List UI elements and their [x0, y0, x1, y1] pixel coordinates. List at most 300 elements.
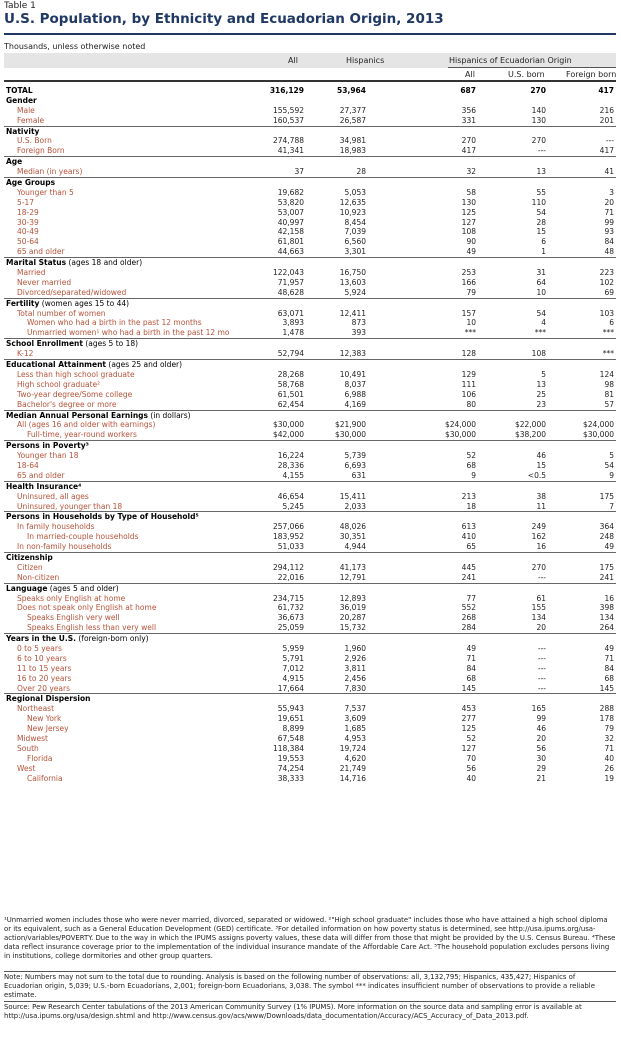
cell-value: 70	[466, 753, 476, 763]
row-label: Regional Dispersion	[6, 694, 91, 704]
cell-value: 28,268	[277, 369, 304, 379]
cell-value: 1	[541, 247, 546, 257]
cell-value: 145	[599, 683, 614, 693]
row-label: Married	[17, 268, 46, 278]
cell-value: 13	[536, 167, 546, 177]
row-label: Years in the U.S. (foreign-born only)	[6, 634, 149, 644]
cell-value: 99	[604, 217, 614, 227]
cell-value: 71	[604, 653, 614, 663]
cell-value: 16,750	[339, 268, 366, 278]
cell-value: 49	[604, 542, 614, 552]
section-header	[4, 177, 616, 188]
section-header	[4, 298, 616, 309]
table-row	[4, 754, 616, 764]
row-label: 40-49	[17, 227, 39, 237]
table-row	[4, 318, 616, 328]
cell-value: 49	[466, 247, 476, 257]
cell-value: 241	[461, 572, 476, 582]
cell-value: 445	[461, 562, 476, 572]
table-row	[4, 349, 616, 359]
cell-value: 30,351	[339, 532, 366, 542]
cell-value: 58,768	[277, 379, 304, 389]
cell-value: 67,548	[277, 734, 304, 743]
cell-value: 7	[609, 501, 614, 511]
cell-value: 34,981	[339, 136, 366, 146]
cell-value: 5,053	[344, 187, 366, 197]
total-row	[4, 86, 616, 96]
row-label: Language (ages 5 and older)	[6, 583, 119, 593]
cell-value: 453	[461, 704, 476, 714]
cell-value: 21,749	[339, 763, 366, 773]
cell-value: 5,791	[282, 653, 304, 663]
cell-value: $24,000	[444, 420, 476, 430]
row-label: Health Insurance⁴	[6, 481, 82, 491]
cell-value: 4,155	[282, 470, 304, 480]
table-row	[4, 594, 616, 604]
cell-value: 36,019	[339, 603, 366, 613]
row-label: 50-64	[17, 237, 39, 247]
cell-value: 162	[531, 532, 546, 542]
cell-value: 294,112	[272, 562, 304, 572]
cell-value: 127	[461, 217, 476, 227]
cell-value: 37	[294, 167, 304, 177]
table-row	[4, 288, 616, 298]
cell-value: 270	[530, 86, 546, 95]
table-row	[4, 502, 616, 512]
table-row	[4, 542, 616, 552]
row-label: Less than high school graduate	[17, 369, 135, 379]
cell-value: 38,333	[277, 773, 304, 783]
cell-value: $30,000	[582, 430, 614, 440]
cell-value: 20	[536, 623, 546, 633]
cell-value: 248	[599, 532, 614, 542]
section-header	[4, 156, 616, 167]
cell-value: 331	[461, 115, 476, 125]
table-row	[4, 328, 616, 338]
table-row	[4, 644, 616, 654]
cell-value: 16,224	[277, 451, 304, 461]
row-label: 30-39	[17, 217, 39, 227]
cell-value: 1,478	[282, 328, 304, 338]
cell-value: 4	[541, 318, 546, 328]
table-row	[4, 237, 616, 247]
table-row	[4, 492, 616, 502]
cell-value: 19	[604, 773, 614, 783]
cell-value: 134	[599, 613, 614, 623]
table-row	[4, 390, 616, 400]
cell-value: 130	[461, 197, 476, 207]
cell-value: 110	[531, 197, 546, 207]
row-label: Northeast	[17, 704, 55, 714]
table-row	[4, 603, 616, 613]
cell-value: 25	[536, 389, 546, 399]
cell-value: 99	[536, 714, 546, 724]
title-rule	[4, 33, 616, 35]
cell-value: 253	[461, 268, 476, 278]
cell-value: 122,043	[272, 268, 304, 278]
cell-value: 48,628	[277, 287, 304, 297]
cell-value: 7,039	[344, 227, 366, 237]
cell-value: ---	[537, 683, 546, 693]
page-title: U.S. Population, by Ethnicity and Ecuadorian Origin, 2013	[4, 11, 444, 27]
cell-value: 393	[351, 328, 366, 338]
cell-value: 71,957	[277, 277, 304, 287]
table-row	[4, 684, 616, 694]
table-row	[4, 573, 616, 583]
cell-value: 3,301	[344, 247, 366, 257]
table-row	[4, 420, 616, 430]
cell-value: 124	[599, 369, 614, 379]
cell-value: 68	[466, 673, 476, 683]
table-row	[4, 188, 616, 198]
table-row	[4, 704, 616, 714]
cell-value: 5,959	[282, 643, 304, 653]
cell-value: 12,791	[339, 572, 366, 582]
cell-value: 155,592	[272, 105, 304, 115]
cell-value: 20,287	[339, 613, 366, 623]
cell-value: 52,794	[277, 349, 304, 359]
cell-value: 71	[604, 743, 614, 753]
cell-value: ---	[537, 653, 546, 663]
cell-value: 49	[604, 643, 614, 653]
col-header-us-born: U.S. born	[508, 70, 545, 79]
table-row	[4, 227, 616, 237]
cell-value: 32	[466, 167, 476, 177]
cell-value: 54	[536, 308, 546, 318]
cell-value: 364	[599, 522, 614, 532]
cell-value: 64	[536, 277, 546, 287]
section-header	[4, 126, 616, 137]
cell-value: 19,724	[339, 743, 366, 753]
row-label: Full-time, year-round workers	[27, 430, 137, 440]
row-label: Uninsured, all ages	[17, 491, 89, 501]
cell-value: 42,158	[277, 227, 304, 237]
row-label: 11 to 15 years	[17, 663, 72, 673]
cell-value: 249	[531, 522, 546, 532]
table-note: Note: Numbers may not sum to the total due to rounding. Analysis is based on the following number of observations: all, 3,132,795; Hispanics, 435,427; Hispanics of Ecuadorian origin, 5,039; U.S.-born Ecuadorians, 2,001; foreign-born Ecuadorians, 3,038. The symbol *** indicates insufficient number of observations to provide a reliable estimate.	[4, 973, 595, 999]
cell-value: 223	[599, 268, 614, 278]
cell-value: 216	[599, 105, 614, 115]
table-row	[4, 532, 616, 542]
cell-value: 40	[466, 773, 476, 783]
cell-value: 7,830	[344, 683, 366, 693]
cell-value: 6	[609, 318, 614, 328]
footnotes: ¹Unmarried women includes those who were never married, divorced, separated or widowed. ²"High school graduate" includes those who have attained a high school diploma or its equivalent, such as a General Education Development (GED) certificate. ³For detailed information on how poverty status is determined, see http://usa.ipums.org/usa-action/variables/POVERTY. Due to the way in which the IPUMS assigns poverty values, these data will differ from those that might be provided by the U.S. Census Bureau. ⁴These data reflect insurance coverage prior to the implementation of the individual insurance mandate of the Affordable Care Act. ⁵The household population excludes persons living in institutions, college dormitories and other group quarters.	[4, 916, 616, 960]
table-row	[4, 278, 616, 288]
cell-value: 356	[461, 105, 476, 115]
cell-value: 80	[466, 399, 476, 409]
row-label: Bachelor's degree or more	[17, 399, 117, 409]
cell-value: $21,900	[334, 420, 366, 430]
cell-value: 274,788	[272, 136, 304, 146]
table-row	[4, 116, 616, 126]
cell-value: 61,732	[277, 603, 304, 613]
cell-value: 5,924	[344, 287, 366, 297]
cell-value: 79	[466, 287, 476, 297]
row-label: New York	[27, 714, 62, 724]
cell-value: 18,983	[339, 146, 366, 156]
cell-value: 38	[536, 491, 546, 501]
row-label: High school graduate²	[17, 379, 101, 389]
cell-value: 6	[541, 237, 546, 247]
cell-value: 201	[599, 115, 614, 125]
cell-value: 55	[536, 187, 546, 197]
cell-value: 25,059	[277, 623, 304, 633]
cell-value: 32	[604, 734, 614, 743]
cell-value: ---	[537, 643, 546, 653]
cell-value: 21	[536, 773, 546, 783]
row-label: Nativity	[6, 126, 40, 136]
row-label: 65 and older	[17, 247, 65, 257]
col-header-all: All	[288, 56, 298, 65]
cell-value: ***	[464, 328, 476, 338]
cell-value: 71	[466, 653, 476, 663]
cell-value: 84	[604, 237, 614, 247]
cell-value: 631	[351, 470, 366, 480]
cell-value: 241	[599, 572, 614, 582]
cell-value: 49	[466, 643, 476, 653]
cell-value: 65	[466, 542, 476, 552]
cell-value: 5	[541, 369, 546, 379]
cell-value: 61,801	[277, 237, 304, 247]
row-label: Unmarried women¹ who had a birth in the past 12 mo	[27, 328, 230, 338]
cell-value: 3	[609, 187, 614, 197]
cell-value: 12,411	[339, 308, 366, 318]
cell-value: $24,000	[582, 420, 614, 430]
row-label: Age Groups	[6, 178, 56, 188]
cell-value: 4,915	[282, 673, 304, 683]
table-row	[4, 451, 616, 461]
table-row	[4, 623, 616, 633]
cell-value: 48,026	[339, 522, 366, 532]
cell-value: 103	[599, 308, 614, 318]
cell-value: 71	[604, 207, 614, 217]
row-label: Male	[17, 105, 35, 115]
cell-value: 93	[604, 227, 614, 237]
row-label: 18-29	[17, 207, 39, 217]
cell-value: 29	[536, 763, 546, 773]
row-label: 18-64	[17, 460, 39, 470]
row-label: 16 to 20 years	[17, 673, 72, 683]
cell-value: 140	[531, 105, 546, 115]
cell-value: 7,012	[282, 663, 304, 673]
row-label: Female	[17, 115, 45, 125]
row-label: South	[17, 743, 39, 753]
row-label: Age	[6, 157, 23, 167]
row-label: Educational Attainment (ages 25 and older)	[6, 360, 183, 370]
cell-value: 9	[471, 470, 476, 480]
col-header-ecu-all: All	[465, 70, 475, 79]
cell-value: 5,245	[282, 501, 304, 511]
row-label: Marital Status (ages 18 and older)	[6, 258, 143, 268]
table-row	[4, 714, 616, 724]
cell-value: 6,560	[344, 237, 366, 247]
cell-value: 41,173	[339, 562, 366, 572]
section-header	[4, 552, 616, 563]
table-row	[4, 522, 616, 532]
cell-value: 10,491	[339, 369, 366, 379]
note-rule	[4, 971, 616, 972]
cell-value: 16	[536, 542, 546, 552]
row-label: Persons in Households by Type of Household⁵	[6, 512, 199, 522]
cell-value: 55,943	[277, 704, 304, 714]
cell-value: 54	[536, 207, 546, 217]
cell-value: 98	[604, 379, 614, 389]
cell-value: 28	[536, 217, 546, 227]
cell-value: 44,663	[277, 247, 304, 257]
row-label: K-12	[17, 349, 34, 359]
cell-value: 19,553	[277, 753, 304, 763]
cell-value: 8,454	[344, 217, 366, 227]
cell-value: 134	[531, 613, 546, 623]
table-row	[4, 471, 616, 481]
cell-value: ***	[602, 328, 614, 338]
row-label: New Jersey	[27, 724, 69, 734]
cell-value: 31	[536, 268, 546, 278]
cell-value: 4,169	[344, 399, 366, 409]
cell-value: 183,952	[272, 532, 304, 542]
cell-value: 145	[461, 683, 476, 693]
cell-value: 165	[531, 704, 546, 714]
row-label: Speaks English very well	[27, 613, 120, 623]
table-row	[4, 430, 616, 440]
cell-value: 128	[461, 349, 476, 359]
cell-value: 84	[604, 663, 614, 673]
table-row	[4, 774, 616, 784]
cell-value: 36,673	[277, 613, 304, 623]
cell-value: 15,411	[339, 491, 366, 501]
cell-value: 417	[598, 86, 614, 95]
section-header	[4, 359, 616, 370]
source-rule	[4, 1001, 616, 1002]
cell-value: 58	[466, 187, 476, 197]
cell-value: 10	[536, 287, 546, 297]
cell-value: $42,000	[272, 430, 304, 440]
data-table	[4, 86, 616, 783]
cell-value: 3,609	[344, 714, 366, 724]
cell-value: 2,456	[344, 673, 366, 683]
cell-value: 257,066	[272, 522, 304, 532]
row-label: Over 20 years	[17, 683, 70, 693]
cell-value: 125	[461, 207, 476, 217]
section-header	[4, 338, 616, 349]
cell-value: 234,715	[272, 593, 304, 603]
cell-value: 19,651	[277, 714, 304, 724]
table-row	[4, 268, 616, 278]
cell-value: 9	[609, 470, 614, 480]
cell-value: 15	[536, 460, 546, 470]
group-underline	[448, 67, 616, 68]
cell-value: 20	[536, 734, 546, 743]
units-note: Thousands, unless otherwise noted	[4, 42, 146, 51]
row-label: Never married	[17, 277, 72, 287]
cell-value: 27,377	[339, 105, 366, 115]
cell-value: 873	[351, 318, 366, 328]
cell-value: $38,200	[514, 430, 546, 440]
section-header	[4, 410, 616, 421]
cell-value: 53,964	[337, 86, 366, 95]
cell-value: ---	[537, 673, 546, 683]
row-label: Two-year degree/Some college	[17, 389, 133, 399]
row-label: 65 and older	[17, 470, 65, 480]
cell-value: 46	[536, 724, 546, 734]
cell-value: 52	[466, 734, 476, 743]
row-label: Persons in Poverty³	[6, 441, 89, 451]
cell-value: 26	[604, 763, 614, 773]
table-row	[4, 674, 616, 684]
cell-value: 12,635	[339, 197, 366, 207]
row-label: Gender	[6, 95, 37, 105]
cell-value: 15	[536, 227, 546, 237]
cell-value: ***	[534, 328, 546, 338]
col-header-ecuadorian-group: Hispanics of Ecuadorian Origin	[449, 56, 572, 65]
cell-value: 155	[531, 603, 546, 613]
row-label: School Enrollment (ages 5 to 18)	[6, 339, 139, 349]
cell-value: 61	[536, 593, 546, 603]
cell-value: 166	[461, 277, 476, 287]
row-label: Midwest	[17, 734, 48, 743]
row-label: TOTAL	[6, 86, 33, 95]
table-row	[4, 167, 616, 177]
cell-value: 4,620	[344, 753, 366, 763]
section-header	[4, 257, 616, 268]
row-label: Younger than 5	[17, 187, 74, 197]
cell-value: 213	[461, 491, 476, 501]
cell-value: 77	[466, 593, 476, 603]
table-row	[4, 106, 616, 116]
cell-value: 264	[599, 623, 614, 633]
cell-value: 40,997	[277, 217, 304, 227]
cell-value: 68	[604, 673, 614, 683]
cell-value: 84	[466, 663, 476, 673]
cell-value: 40	[604, 753, 614, 763]
cell-value: 3,893	[282, 318, 304, 328]
cell-value: 10	[466, 318, 476, 328]
row-label: Speaks English less than very well	[27, 623, 157, 633]
cell-value: 12,383	[339, 349, 366, 359]
cell-value: 13	[536, 379, 546, 389]
cell-value: 613	[461, 522, 476, 532]
cell-value: 79	[604, 724, 614, 734]
cell-value: 41	[604, 167, 614, 177]
table-row	[4, 734, 616, 744]
table-row	[4, 664, 616, 674]
cell-value: 52	[466, 451, 476, 461]
row-label: Uninsured, younger than 18	[17, 501, 123, 511]
cell-value: $22,000	[514, 420, 546, 430]
table-row	[4, 744, 616, 754]
cell-value: 552	[461, 603, 476, 613]
cell-value: 26,587	[339, 115, 366, 125]
row-label: Women who had a birth in the past 12 months	[27, 318, 202, 328]
section-header	[4, 693, 616, 704]
cell-value: 54	[604, 460, 614, 470]
cell-value: 1,685	[344, 724, 366, 734]
table-row	[4, 247, 616, 257]
cell-value: 129	[461, 369, 476, 379]
table-row	[4, 764, 616, 774]
cell-value: 74,254	[277, 763, 304, 773]
cell-value: 157	[461, 308, 476, 318]
cell-value: 111	[461, 379, 476, 389]
table-row	[4, 370, 616, 380]
table-row	[4, 136, 616, 146]
row-label: Median Annual Personal Earnings (in dollars)	[6, 410, 191, 420]
cell-value: 106	[461, 389, 476, 399]
row-label: Divorced/separated/widowed	[17, 287, 127, 297]
row-label: In family households	[17, 522, 95, 532]
cell-value: 7,537	[344, 704, 366, 714]
